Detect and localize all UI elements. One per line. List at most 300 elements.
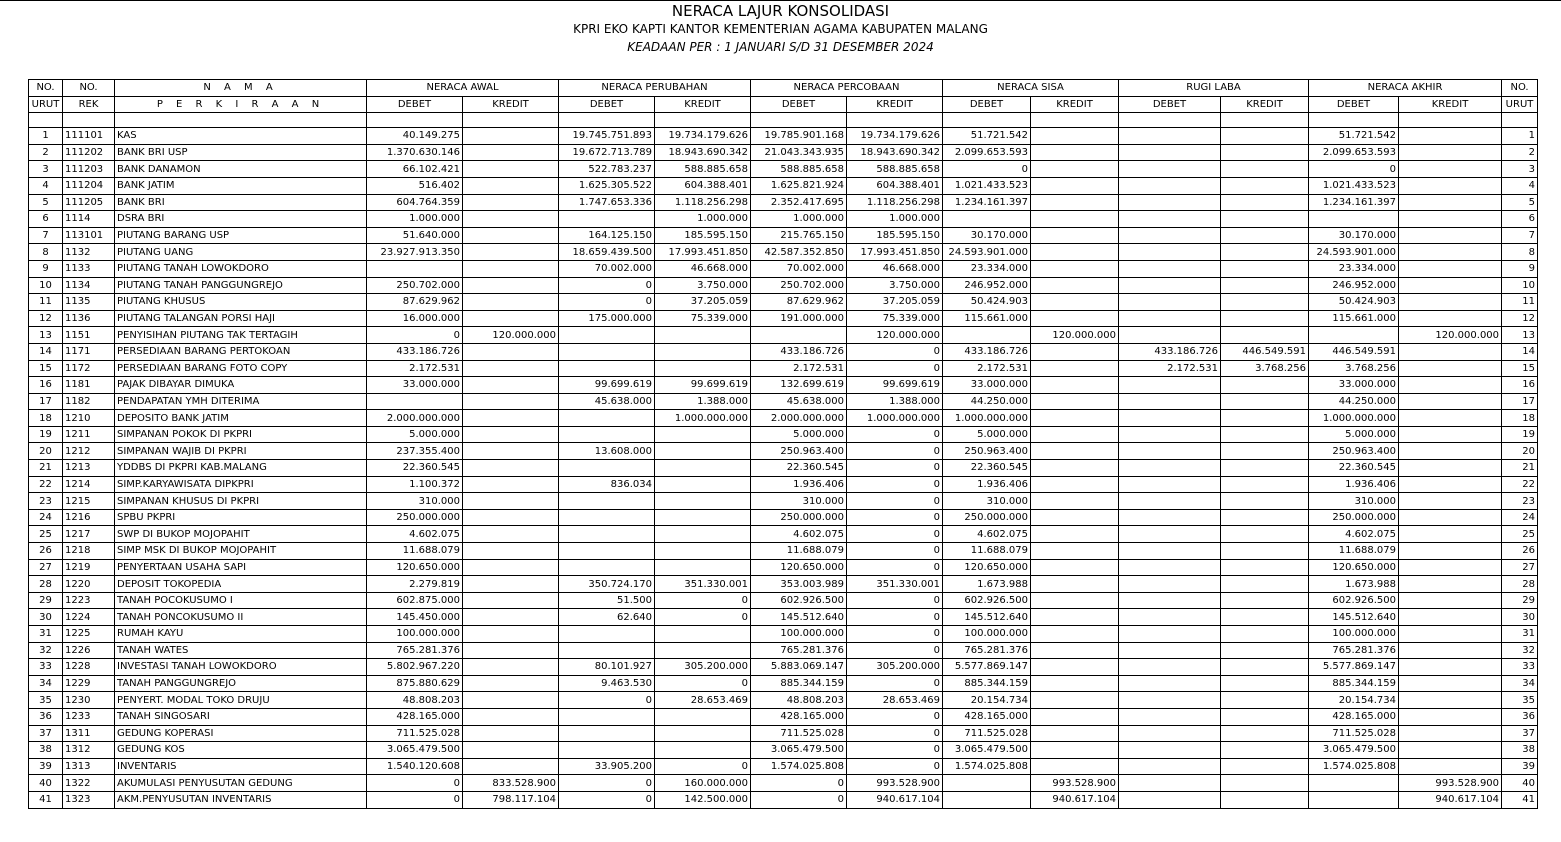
cell-no-rek: 111101: [63, 128, 115, 145]
cell-awal-kredit: 833.528.900: [463, 775, 559, 792]
cell-percobaan-kredit: 0: [847, 493, 943, 510]
cell-akhir-debet: 1.936.406: [1309, 476, 1399, 493]
cell-sisa-debet: 885.344.159: [943, 675, 1031, 692]
cell-perubahan-kredit: [655, 460, 751, 477]
cell-rugilaba-kredit: [1221, 758, 1309, 775]
cell-sisa-kredit: [1031, 626, 1119, 643]
cell-awal-kredit: [463, 526, 559, 543]
cell-rugilaba-debet: [1119, 410, 1221, 427]
cell-akhir-debet: 446.549.591: [1309, 343, 1399, 360]
cell-percobaan-debet: 87.629.962: [751, 294, 847, 311]
cell-percobaan-kredit: 604.388.401: [847, 177, 943, 194]
cell-percobaan-kredit: 28.653.469: [847, 692, 943, 709]
cell-no-rek: 1217: [63, 526, 115, 543]
cell-akhir-kredit: [1399, 725, 1502, 742]
col-perubahan-debet: DEBET: [559, 96, 655, 113]
cell-akhir-debet: 51.721.542: [1309, 128, 1399, 145]
cell-akhir-debet: 30.170.000: [1309, 227, 1399, 244]
cell-no-urut: 10: [29, 277, 63, 294]
cell-no-urut: 36: [29, 708, 63, 725]
cell-awal-kredit: 798.117.104: [463, 791, 559, 808]
col-akhir-debet: DEBET: [1309, 96, 1399, 113]
cell-perubahan-debet: 1.625.305.522: [559, 177, 655, 194]
cell-percobaan-kredit: 0: [847, 443, 943, 460]
cell-perubahan-debet: 0: [559, 277, 655, 294]
col-awal-debet: DEBET: [367, 96, 463, 113]
cell-nama-perkiraan: PENYISIHAN PIUTANG TAK TERTAGIH: [115, 327, 367, 344]
cell-percobaan-kredit: 120.000.000: [847, 327, 943, 344]
cell-sisa-kredit: [1031, 177, 1119, 194]
cell-awal-kredit: [463, 758, 559, 775]
cell-akhir-kredit: [1399, 559, 1502, 576]
cell-nama-perkiraan: GEDUNG KOPERASI: [115, 725, 367, 742]
cell-awal-kredit: [463, 343, 559, 360]
cell-perubahan-debet: [559, 742, 655, 759]
cell-perubahan-debet: 80.101.927: [559, 659, 655, 676]
cell-perubahan-kredit: 46.668.000: [655, 260, 751, 277]
cell-percobaan-debet: 191.000.000: [751, 310, 847, 327]
col-perubahan-kredit: KREDIT: [655, 96, 751, 113]
table-row: [29, 526, 1538, 543]
cell-sisa-debet: 1.021.433.523: [943, 177, 1031, 194]
cell-awal-kredit: [463, 310, 559, 327]
cell-awal-debet: 3.065.479.500: [367, 742, 463, 759]
cell-rugilaba-kredit: [1221, 194, 1309, 211]
cell-rugilaba-debet: [1119, 576, 1221, 593]
cell-perubahan-kredit: 1.118.256.298: [655, 194, 751, 211]
cell-akhir-kredit: [1399, 377, 1502, 394]
cell-sisa-debet: 428.165.000: [943, 708, 1031, 725]
cell-perubahan-debet: 19.745.751.893: [559, 128, 655, 145]
cell-awal-kredit: [463, 675, 559, 692]
cell-percobaan-debet: 2.000.000.000: [751, 410, 847, 427]
cell-awal-kredit: [463, 244, 559, 261]
cell-perubahan-kredit: 604.388.401: [655, 177, 751, 194]
cell-perubahan-debet: 18.659.439.500: [559, 244, 655, 261]
cell-sisa-kredit: [1031, 742, 1119, 759]
col-awal-kredit: KREDIT: [463, 96, 559, 113]
cell-akhir-kredit: [1399, 576, 1502, 593]
table-row: [29, 509, 1538, 526]
cell-akhir-debet: 44.250.000: [1309, 393, 1399, 410]
cell-awal-debet: 2.000.000.000: [367, 410, 463, 427]
cell-sisa-debet: 44.250.000: [943, 393, 1031, 410]
cell-akhir-kredit: [1399, 758, 1502, 775]
cell-sisa-debet: 115.661.000: [943, 310, 1031, 327]
cell-perubahan-debet: [559, 543, 655, 560]
cell-akhir-debet: 33.000.000: [1309, 377, 1399, 394]
cell-no-rek: 1171: [63, 343, 115, 360]
cell-nama-perkiraan: SWP DI BUKOP MOJOPAHIT: [115, 526, 367, 543]
cell-sisa-kredit: [1031, 294, 1119, 311]
cell-akhir-debet: 885.344.159: [1309, 675, 1399, 692]
group-neraca-akhir: NERACA AKHIR: [1309, 80, 1502, 97]
spacer-cell: [115, 113, 367, 128]
cell-no-urut: 16: [29, 377, 63, 394]
cell-akhir-debet: 23.334.000: [1309, 260, 1399, 277]
cell-no-urut-right: 16: [1502, 377, 1538, 394]
cell-no-urut-right: 9: [1502, 260, 1538, 277]
cell-rugilaba-kredit: 446.549.591: [1221, 343, 1309, 360]
cell-percobaan-debet: 145.512.640: [751, 609, 847, 626]
cell-no-urut-right: 28: [1502, 576, 1538, 593]
cell-sisa-debet: 11.688.079: [943, 543, 1031, 560]
spacer-cell: [847, 113, 943, 128]
cell-no-rek: 1181: [63, 377, 115, 394]
cell-rugilaba-kredit: [1221, 559, 1309, 576]
cell-perubahan-debet: 175.000.000: [559, 310, 655, 327]
cell-sisa-debet: 23.334.000: [943, 260, 1031, 277]
table-row: [29, 211, 1538, 228]
cell-no-urut: 38: [29, 742, 63, 759]
cell-nama-perkiraan: SIMPANAN POKOK DI PKPRI: [115, 426, 367, 443]
cell-akhir-kredit: [1399, 343, 1502, 360]
cell-no-urut-right: 32: [1502, 642, 1538, 659]
cell-percobaan-debet: 22.360.545: [751, 460, 847, 477]
cell-sisa-debet: 250.963.400: [943, 443, 1031, 460]
cell-rugilaba-debet: 2.172.531: [1119, 360, 1221, 377]
cell-sisa-kredit: [1031, 476, 1119, 493]
cell-no-urut: 20: [29, 443, 63, 460]
cell-perubahan-kredit: [655, 493, 751, 510]
cell-akhir-kredit: [1399, 177, 1502, 194]
cell-percobaan-debet: 1.000.000: [751, 211, 847, 228]
cell-no-urut: 27: [29, 559, 63, 576]
cell-akhir-kredit: [1399, 626, 1502, 643]
cell-percobaan-debet: 353.003.989: [751, 576, 847, 593]
cell-sisa-debet: 50.424.903: [943, 294, 1031, 311]
table-row: [29, 310, 1538, 327]
cell-no-urut: 30: [29, 609, 63, 626]
spacer-cell: [1221, 113, 1309, 128]
cell-akhir-debet: 120.650.000: [1309, 559, 1399, 576]
cell-sisa-debet: 5.577.869.147: [943, 659, 1031, 676]
table-row: [29, 443, 1538, 460]
cell-rugilaba-kredit: [1221, 227, 1309, 244]
cell-sisa-debet: 120.650.000: [943, 559, 1031, 576]
cell-rugilaba-debet: [1119, 211, 1221, 228]
cell-percobaan-kredit: 3.750.000: [847, 277, 943, 294]
cell-akhir-kredit: [1399, 493, 1502, 510]
cell-awal-debet: 33.000.000: [367, 377, 463, 394]
cell-awal-debet: 11.688.079: [367, 543, 463, 560]
cell-nama-perkiraan: PIUTANG BARANG USP: [115, 227, 367, 244]
cell-nama-perkiraan: SIMP MSK DI BUKOP MOJOPAHIT: [115, 543, 367, 560]
cell-akhir-debet: 1.000.000.000: [1309, 410, 1399, 427]
cell-awal-debet: 0: [367, 775, 463, 792]
cell-sisa-debet: 51.721.542: [943, 128, 1031, 145]
cell-sisa-kredit: [1031, 161, 1119, 178]
table-row: [29, 609, 1538, 626]
cell-no-urut-right: 40: [1502, 775, 1538, 792]
col-no-rek-bottom: REK: [63, 96, 115, 113]
cell-nama-perkiraan: AKM.PENYUSUTAN INVENTARIS: [115, 791, 367, 808]
cell-rugilaba-debet: [1119, 526, 1221, 543]
cell-no-urut-right: 25: [1502, 526, 1538, 543]
cell-no-rek: 1313: [63, 758, 115, 775]
cell-rugilaba-debet: [1119, 260, 1221, 277]
cell-perubahan-debet: [559, 327, 655, 344]
cell-akhir-kredit: [1399, 692, 1502, 709]
cell-no-urut: 34: [29, 675, 63, 692]
cell-no-urut: 41: [29, 791, 63, 808]
cell-awal-kredit: [463, 642, 559, 659]
cell-akhir-kredit: [1399, 526, 1502, 543]
cell-no-rek: 111203: [63, 161, 115, 178]
cell-rugilaba-kredit: [1221, 675, 1309, 692]
cell-rugilaba-debet: [1119, 543, 1221, 560]
cell-awal-kredit: [463, 211, 559, 228]
cell-no-urut-right: 33: [1502, 659, 1538, 676]
cell-rugilaba-kredit: [1221, 410, 1309, 427]
cell-no-rek: 1223: [63, 592, 115, 609]
cell-awal-debet: 516.402: [367, 177, 463, 194]
cell-percobaan-debet: 132.699.619: [751, 377, 847, 394]
cell-akhir-kredit: [1399, 609, 1502, 626]
col-nama-top: N A M A: [115, 80, 367, 97]
cell-perubahan-kredit: [655, 426, 751, 443]
cell-no-urut: 40: [29, 775, 63, 792]
cell-no-rek: 1219: [63, 559, 115, 576]
cell-no-rek: 1233: [63, 708, 115, 725]
cell-sisa-debet: 246.952.000: [943, 277, 1031, 294]
cell-sisa-kredit: [1031, 460, 1119, 477]
table-row: [29, 626, 1538, 643]
cell-nama-perkiraan: AKUMULASI PENYUSUTAN GEDUNG: [115, 775, 367, 792]
cell-rugilaba-kredit: [1221, 493, 1309, 510]
cell-nama-perkiraan: SIMP.KARYAWISATA DIPKPRI: [115, 476, 367, 493]
cell-akhir-debet: 765.281.376: [1309, 642, 1399, 659]
cell-percobaan-debet: 2.352.417.695: [751, 194, 847, 211]
cell-rugilaba-kredit: [1221, 725, 1309, 742]
cell-rugilaba-kredit: [1221, 526, 1309, 543]
cell-rugilaba-kredit: [1221, 592, 1309, 609]
report-subtitle: KPRI EKO KAPTI KANTOR KEMENTERIAN AGAMA KABUPATEN MALANG: [573, 22, 988, 36]
cell-percobaan-debet: 250.963.400: [751, 443, 847, 460]
cell-sisa-debet: 5.000.000: [943, 426, 1031, 443]
cell-no-urut-right: 19: [1502, 426, 1538, 443]
cell-nama-perkiraan: PENYERT. MODAL TOKO DRUJU: [115, 692, 367, 709]
cell-no-urut: 13: [29, 327, 63, 344]
cell-akhir-kredit: [1399, 460, 1502, 477]
cell-no-rek: 1210: [63, 410, 115, 427]
spacer-cell: [559, 113, 655, 128]
table-row: [29, 377, 1538, 394]
cell-awal-debet: [367, 260, 463, 277]
cell-akhir-debet: 115.661.000: [1309, 310, 1399, 327]
cell-sisa-kredit: [1031, 211, 1119, 228]
cell-nama-perkiraan: PENYERTAAN USAHA SAPI: [115, 559, 367, 576]
cell-nama-perkiraan: TANAH WATES: [115, 642, 367, 659]
cell-percobaan-kredit: 0: [847, 609, 943, 626]
cell-no-rek: 1322: [63, 775, 115, 792]
cell-percobaan-debet: 310.000: [751, 493, 847, 510]
cell-sisa-debet: 765.281.376: [943, 642, 1031, 659]
cell-sisa-kredit: [1031, 144, 1119, 161]
report-period: KEADAAN PER : 1 JANUARI S/D 31 DESEMBER 2024: [627, 40, 934, 54]
cell-percobaan-kredit: 0: [847, 343, 943, 360]
cell-sisa-kredit: [1031, 277, 1119, 294]
cell-no-urut: 14: [29, 343, 63, 360]
cell-percobaan-kredit: 0: [847, 725, 943, 742]
cell-sisa-debet: 1.673.988: [943, 576, 1031, 593]
cell-akhir-kredit: [1399, 592, 1502, 609]
cell-awal-kredit: [463, 426, 559, 443]
cell-akhir-kredit: 993.528.900: [1399, 775, 1502, 792]
cell-awal-debet: 875.880.629: [367, 675, 463, 692]
cell-awal-kredit: [463, 476, 559, 493]
cell-percobaan-kredit: 588.885.658: [847, 161, 943, 178]
cell-sisa-kredit: [1031, 509, 1119, 526]
cell-perubahan-debet: [559, 360, 655, 377]
table-row: [29, 576, 1538, 593]
cell-sisa-kredit: [1031, 543, 1119, 560]
cell-no-urut-right: 18: [1502, 410, 1538, 427]
cell-rugilaba-kredit: [1221, 260, 1309, 277]
table-header: [29, 80, 1538, 113]
cell-awal-kredit: [463, 360, 559, 377]
cell-no-rek: 1214: [63, 476, 115, 493]
cell-awal-debet: 1.540.120.608: [367, 758, 463, 775]
cell-no-rek: 111204: [63, 177, 115, 194]
cell-sisa-debet: 22.360.545: [943, 460, 1031, 477]
cell-rugilaba-kredit: [1221, 244, 1309, 261]
cell-akhir-debet: 711.525.028: [1309, 725, 1399, 742]
cell-nama-perkiraan: BANK JATIM: [115, 177, 367, 194]
cell-awal-kredit: [463, 410, 559, 427]
cell-awal-debet: 1.000.000: [367, 211, 463, 228]
cell-rugilaba-debet: [1119, 559, 1221, 576]
cell-no-urut: 7: [29, 227, 63, 244]
cell-percobaan-kredit: 19.734.179.626: [847, 128, 943, 145]
cell-percobaan-debet: 711.525.028: [751, 725, 847, 742]
cell-no-urut-right: 41: [1502, 791, 1538, 808]
cell-sisa-kredit: [1031, 576, 1119, 593]
cell-perubahan-debet: [559, 509, 655, 526]
cell-percobaan-kredit: 0: [847, 708, 943, 725]
cell-akhir-debet: 1.574.025.808: [1309, 758, 1399, 775]
cell-nama-perkiraan: GEDUNG KOS: [115, 742, 367, 759]
worksheet-table: [28, 79, 1538, 809]
cell-rugilaba-debet: [1119, 377, 1221, 394]
cell-akhir-kredit: [1399, 509, 1502, 526]
cell-awal-debet: 22.360.545: [367, 460, 463, 477]
cell-sisa-debet: 145.512.640: [943, 609, 1031, 626]
cell-awal-debet: 2.279.819: [367, 576, 463, 593]
cell-nama-perkiraan: BANK BRI USP: [115, 144, 367, 161]
cell-rugilaba-debet: [1119, 493, 1221, 510]
cell-perubahan-kredit: 75.339.000: [655, 310, 751, 327]
cell-akhir-debet: 2.099.653.593: [1309, 144, 1399, 161]
spacer-cell: [63, 113, 115, 128]
table-row: [29, 592, 1538, 609]
cell-percobaan-debet: 5.000.000: [751, 426, 847, 443]
cell-perubahan-kredit: [655, 642, 751, 659]
cell-sisa-debet: 2.172.531: [943, 360, 1031, 377]
cell-no-urut: 32: [29, 642, 63, 659]
cell-awal-kredit: [463, 609, 559, 626]
cell-rugilaba-kredit: [1221, 393, 1309, 410]
cell-percobaan-debet: 48.808.203: [751, 692, 847, 709]
cell-percobaan-debet: 3.065.479.500: [751, 742, 847, 759]
cell-perubahan-kredit: 19.734.179.626: [655, 128, 751, 145]
cell-sisa-kredit: [1031, 260, 1119, 277]
cell-perubahan-debet: 350.724.170: [559, 576, 655, 593]
cell-awal-kredit: [463, 144, 559, 161]
cell-nama-perkiraan: BANK DANAMON: [115, 161, 367, 178]
cell-perubahan-kredit: [655, 526, 751, 543]
cell-sisa-debet: [943, 211, 1031, 228]
cell-akhir-kredit: [1399, 128, 1502, 145]
cell-rugilaba-debet: [1119, 775, 1221, 792]
cell-awal-kredit: [463, 543, 559, 560]
cell-rugilaba-kredit: [1221, 576, 1309, 593]
cell-no-urut: 11: [29, 294, 63, 311]
cell-perubahan-debet: 19.672.713.789: [559, 144, 655, 161]
cell-nama-perkiraan: PIUTANG TALANGAN PORSI HAJI: [115, 310, 367, 327]
cell-awal-debet: 237.355.400: [367, 443, 463, 460]
cell-rugilaba-kredit: [1221, 509, 1309, 526]
table-row: [29, 659, 1538, 676]
cell-awal-kredit: 120.000.000: [463, 327, 559, 344]
cell-awal-debet: 87.629.962: [367, 294, 463, 311]
cell-perubahan-kredit: [655, 626, 751, 643]
col-no-urut-bottom: URUT: [29, 96, 63, 113]
cell-awal-debet: 0: [367, 791, 463, 808]
cell-rugilaba-debet: [1119, 642, 1221, 659]
cell-rugilaba-kredit: [1221, 310, 1309, 327]
table-body: [29, 113, 1538, 808]
cell-akhir-kredit: [1399, 393, 1502, 410]
cell-rugilaba-debet: [1119, 426, 1221, 443]
cell-awal-debet: 433.186.726: [367, 343, 463, 360]
cell-awal-kredit: [463, 626, 559, 643]
cell-awal-kredit: [463, 194, 559, 211]
cell-percobaan-kredit: 17.993.451.850: [847, 244, 943, 261]
spacer-cell: [943, 113, 1031, 128]
cell-sisa-debet: 433.186.726: [943, 343, 1031, 360]
spacer-cell: [29, 113, 63, 128]
cell-no-urut-right: 13: [1502, 327, 1538, 344]
cell-awal-debet: 310.000: [367, 493, 463, 510]
spacer-cell: [1119, 113, 1221, 128]
cell-akhir-debet: 602.926.500: [1309, 592, 1399, 609]
cell-rugilaba-debet: [1119, 675, 1221, 692]
cell-percobaan-debet: 19.785.901.168: [751, 128, 847, 145]
cell-akhir-kredit: [1399, 211, 1502, 228]
cell-perubahan-kredit: 0: [655, 592, 751, 609]
cell-awal-kredit: [463, 742, 559, 759]
cell-awal-kredit: [463, 128, 559, 145]
cell-awal-debet: 40.149.275: [367, 128, 463, 145]
cell-perubahan-debet: 51.500: [559, 592, 655, 609]
cell-rugilaba-debet: [1119, 194, 1221, 211]
cell-sisa-debet: 33.000.000: [943, 377, 1031, 394]
cell-perubahan-debet: 164.125.150: [559, 227, 655, 244]
cell-percobaan-kredit: 940.617.104: [847, 791, 943, 808]
cell-akhir-kredit: [1399, 708, 1502, 725]
cell-akhir-kredit: [1399, 244, 1502, 261]
cell-percobaan-debet: 428.165.000: [751, 708, 847, 725]
cell-sisa-kredit: [1031, 692, 1119, 709]
table-row: [29, 194, 1538, 211]
group-neraca-sisa: NERACA SISA: [943, 80, 1119, 97]
cell-percobaan-kredit: 1.388.000: [847, 393, 943, 410]
cell-rugilaba-debet: [1119, 177, 1221, 194]
cell-akhir-kredit: [1399, 675, 1502, 692]
cell-perubahan-kredit: 1.000.000: [655, 211, 751, 228]
cell-awal-debet: 602.875.000: [367, 592, 463, 609]
